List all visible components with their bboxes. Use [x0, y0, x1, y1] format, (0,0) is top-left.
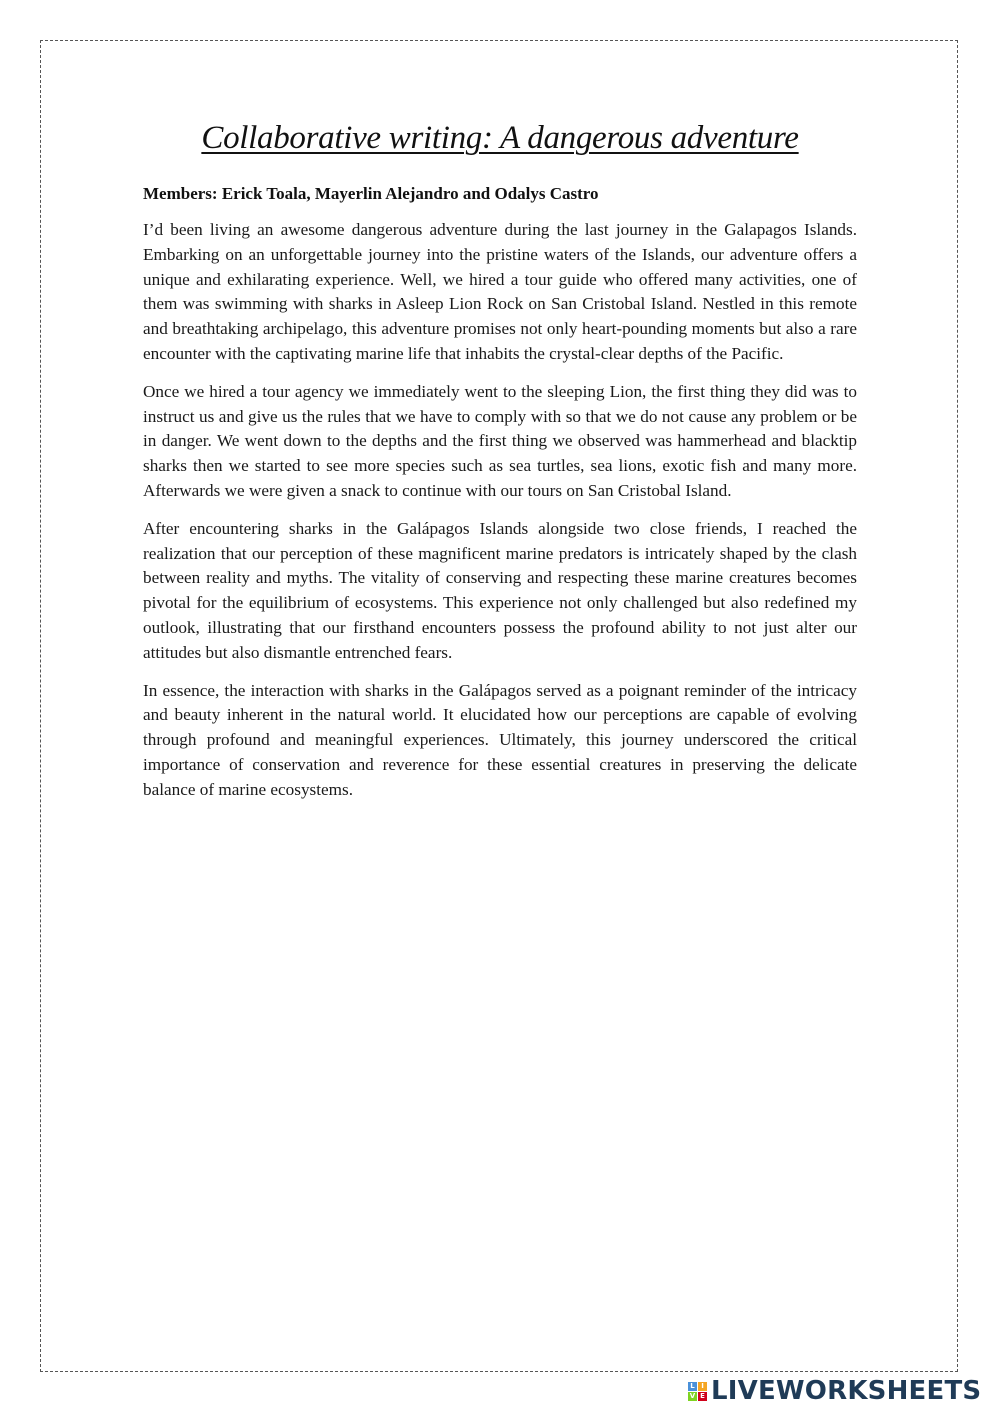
brand-text: LIVEWORKSHEETS — [711, 1376, 982, 1406]
logo-letter-l: L — [688, 1382, 697, 1391]
members-line: Members: Erick Toala, Mayerlin Alejandro and Odalys Castro — [143, 184, 599, 203]
document-content — [143, 116, 857, 816]
liveworksheets-logo-icon — [688, 1382, 707, 1401]
logo-letter-i: I — [698, 1382, 707, 1391]
liveworksheets-brand[interactable] — [688, 1376, 981, 1406]
logo-letter-v: V — [689, 1391, 696, 1400]
logo-letter-e: E — [698, 1392, 707, 1401]
document-title: Collaborative writing: A dangerous adventure — [201, 120, 799, 156]
paragraph-1: I’d been living an awesome dangerous adventure during the last journey in the Galapagos Islands. Embarking on an unforgettable journey into the pristine waters of the Islands, our adventure offers a unique and exhilarating experience. Well, we hired a tour guide who offered many activities, one of them was swimming with sharks in Asleep Lion Rock on San Cristobal Island. Nestled in this remote and breathtaking archipelago, this adventure promises not only heart-pounding moments but also a rare encounter with the captivating marine life that inhabits the crystal-clear depths of the Pacific. — [143, 220, 857, 363]
paragraph-3: After encountering sharks in the Galápagos Islands alongside two close friends, I reached the realization that our perception of these magnificent marine predators is intricately shaped by the clash between reality and myths. The vitality of conserving and respecting these marine creatures becomes pivotal for the equilibrium of ecosystems. This experience not only challenged but also redefined my outlook, illustrating that our firsthand encounters possess the profound ability to not just alter our attitudes but also dismantle entrenched fears. — [143, 518, 857, 662]
paragraph-2: Once we hired a tour agency we immediately went to the sleeping Lion, the first thing they did was to instruct us and give us the rules that we have to comply with so that we do not cause any problem or be in danger. We went down to the depths and the first thing we observed was hammerhead and blacktip sharks then we started to see more species such as sea turtles, sea lions, exotic fish and many more. Afterwards we were given a snack to continue with our tours on San Cristobal Island. — [143, 381, 857, 500]
paragraph-4: In essence, the interaction with sharks in the Galápagos served as a poignant reminder of the intricacy and beauty inherent in the natural world. It elucidated how our perceptions are capable of evolving through profound and meaningful experiences. Ultimately, this journey underscored the critical importance of conservation and reverence for these essential creatures in preserving the delicate balance of marine ecosystems. — [143, 680, 857, 799]
